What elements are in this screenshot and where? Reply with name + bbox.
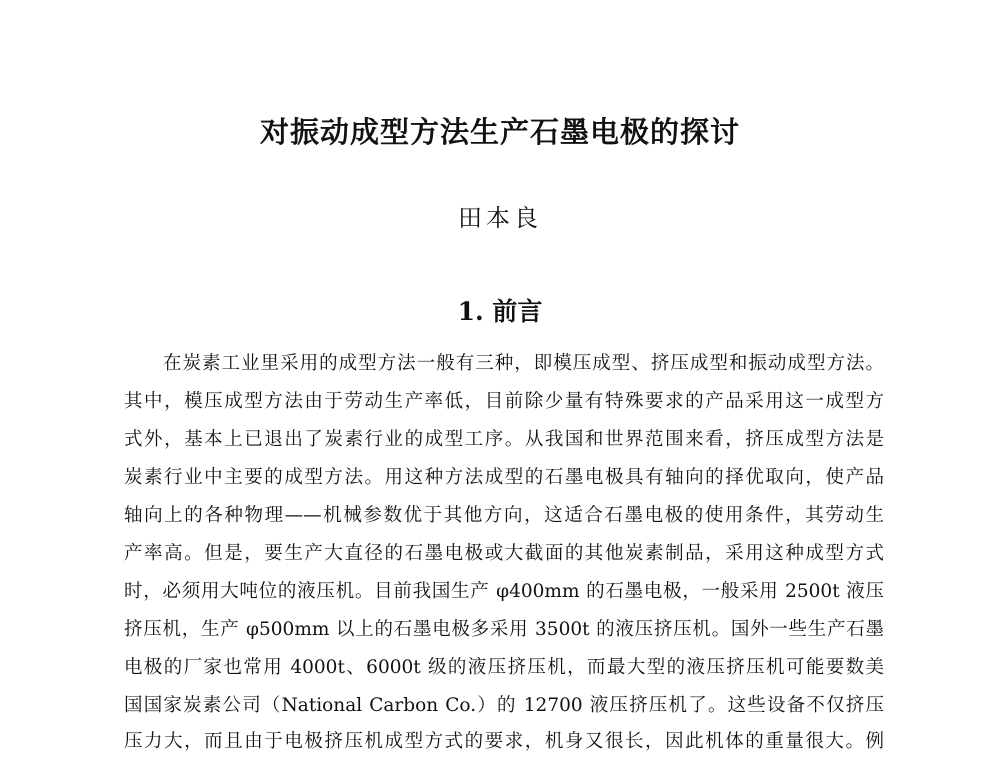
paragraph-line: 轴向上的各种物理——机械参数优于其他方向，这适合石墨电极的使用条件，其劳动生	[124, 505, 884, 526]
paragraph-line: 国国家炭素公司（National Carbon Co.）的 12700 液压挤压机了。这些设备不仅挤压	[124, 695, 884, 716]
paragraph-line: 炭素行业中主要的成型方法。用这种方法成型的石墨电极具有轴向的择优取向，使产品	[124, 467, 884, 488]
paragraph-line: 挤压机，生产 φ500mm 以上的石墨电极多采用 3500t 的液压挤压机。国外一些生产石墨	[124, 619, 884, 640]
paper-title: 对振动成型方法生产石墨电极的探讨	[259, 115, 740, 149]
paragraph-line: 产率高。但是，要生产大直径的石墨电极或大截面的其他炭素制品，采用这种成型方式	[124, 543, 884, 564]
paragraph-line: 在炭素工业里采用的成型方法一般有三种，即模压成型、挤压成型和振动成型方法。	[163, 353, 884, 374]
paragraph-line: 其中，模压成型方法由于劳动生产率低，目前除少量有特殊要求的产品采用这一成型方	[124, 391, 884, 412]
paragraph-line: 电极的厂家也常用 4000t、6000t 级的液压挤压机，而最大型的液压挤压机可能要数美	[124, 657, 884, 678]
paragraph-line: 时，必须用大吨位的液压机。目前我国生产 φ400mm 的石墨电极，一般采用 2500t 液压	[124, 581, 884, 602]
paragraph-line: 式外，基本上已退出了炭素行业的成型工序。从我国和世界范围来看，挤压成型方法是	[124, 429, 884, 450]
paragraph-line: 压力大，而且由于电极挤压机成型方式的要求，机身又很长，因此机体的重量很大。例	[124, 731, 884, 752]
section-heading: 1. 前言	[457, 297, 543, 326]
author-name: 田本良	[458, 204, 542, 232]
